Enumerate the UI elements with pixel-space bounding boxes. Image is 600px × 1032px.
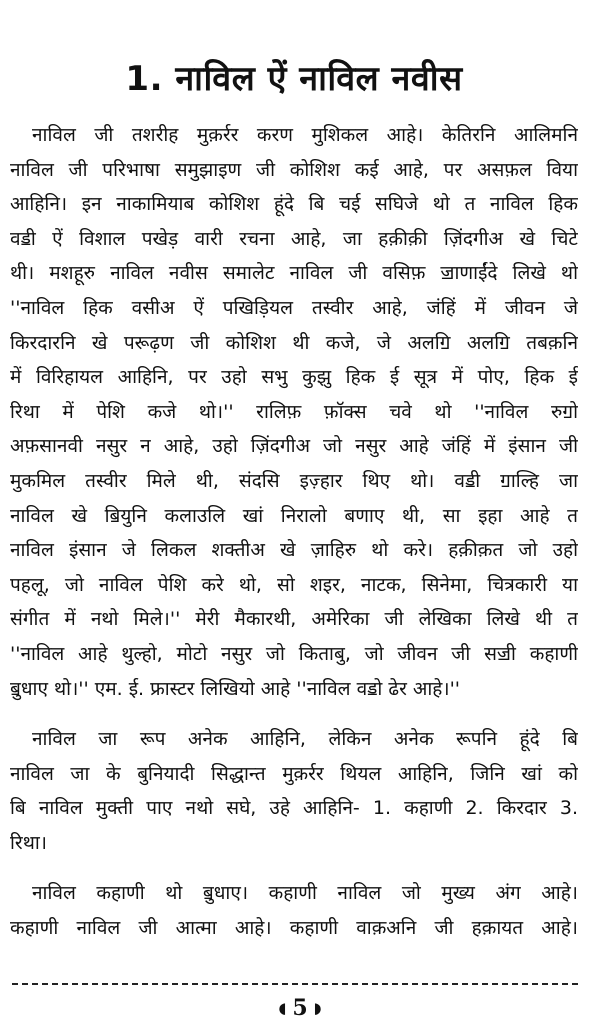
text-line: वॾी ऐं विशाल पखेड़ वारी रचना आहे, जा हक़ीक़ी ज़िंदगीअ खे चिटे xyxy=(10,227,578,250)
text-line: मुकमिल तस्वीर मिले थी, संदसि इज़्हार थिए थो। वॾी ॻाल्हि जा xyxy=(10,469,578,492)
text-line: नाविल कहाणी थो ॿुधाए। कहाणी नाविल जो मुख्य अंग आहे। xyxy=(32,882,578,905)
text-line: किरदारनि खे परूढ़ण जी कोशिश थी कजे, जे अलॻि अलॻि तबक़नि xyxy=(10,331,578,354)
paragraph xyxy=(10,118,578,706)
text-line: संगीत में नथो मिले।'' मेरी मैकारथी, अमेरिका जी लेखिका लिखे थी त xyxy=(10,608,578,631)
text-line: नाविल जा रूप अनेक आहिनि, लेकिन अनेक रूपनि हूंदे बि xyxy=(32,728,578,751)
text-line: नाविल खे ॿियुनि कलाउलि खां निरालो बणाए थी, सा इहा आहे त xyxy=(10,504,578,527)
text-line: में विरिहायल आहिनि, पर उहो सभु कुझु हिक ई सूत्र में पोए, हिक ई xyxy=(10,366,578,389)
text-line: पहलू, जो नाविल पेशि करे थो, सो शइर, नाटक, सिनेमा, चित्रकारी या xyxy=(10,573,578,596)
text-line: नाविल जी तशरीह मुक़र्रर करण मुशिकल आहे। केतिरनि आलिमनि xyxy=(32,124,578,146)
page-footer xyxy=(0,991,600,1025)
text-line: बि नाविल मुक्ती पाए नथो सघे, उहे आहिनि- 1. कहाणी 2. किरदार 3. xyxy=(10,797,578,820)
text-line: ''नाविल आहे थुल्हो, मोटो नसुर जो किताबु, जो जीवन जी सॼी कहाणी xyxy=(10,642,578,665)
chapter-title: 1. नाविल ऐं नाविल नवीस xyxy=(125,59,463,99)
text-line: थी। मशहूरु नाविल नवीस समालेट नाविल जी वसिफ़ ॼाणाईंदे लिखे थो xyxy=(10,262,578,285)
text-line: नाविल जा के बुनियादी सिद्धान्त मुक़र्रर थियल आहिनि, जिनि खां को xyxy=(10,762,578,785)
left-ornament-icon: ◖ xyxy=(278,999,287,1017)
text-line: कहाणी नाविल जी आत्मा आहे। कहाणी वाक़अनि जी हक़ायत आहे। xyxy=(10,917,578,940)
text-line: नाविल जी परिभाषा समुझाइण जी कोशिश कई आहे, पर असफ़ल विया xyxy=(10,158,578,181)
text-line: ''नाविल हिक वसीअ ऐं पखिड़ियल तस्वीर आहे, जंहिं में जीवन जे xyxy=(10,296,578,319)
text-line: अफ़सानवी नसुर न आहे, उहो ज़िंदगीअ जो नसुर आहे जंहिं में इंसान जी xyxy=(10,435,578,458)
page-number: 5 xyxy=(292,995,308,1021)
chapter-body xyxy=(10,118,578,946)
right-ornament-icon: ◗ xyxy=(313,999,322,1017)
footer-dashed-rule xyxy=(12,983,578,985)
text-line: रिथा में पेशि कजे थो।'' रालिफ़ फ़ॉक्स चवे थो ''नाविल रुॻो xyxy=(10,400,578,423)
paragraph xyxy=(10,876,578,945)
text-line: रिथा। xyxy=(10,831,47,854)
text-line: ॿुधाए थो।'' एम. ई. फ्रास्टर लिखियो आहे ''नाविल वॾो ढेर आहे।'' xyxy=(10,677,461,700)
text-line: नाविल इंसान जे लिकल शक्तीअ खे ज़ाहिरु थो करे। हक़ीक़त जो उहो xyxy=(10,539,578,562)
text-line: आहिनि। इन नाकामियाब कोशिश हूंदे बि चई सघिजे थो त नाविल हिक xyxy=(10,193,578,216)
paragraph xyxy=(10,722,578,860)
